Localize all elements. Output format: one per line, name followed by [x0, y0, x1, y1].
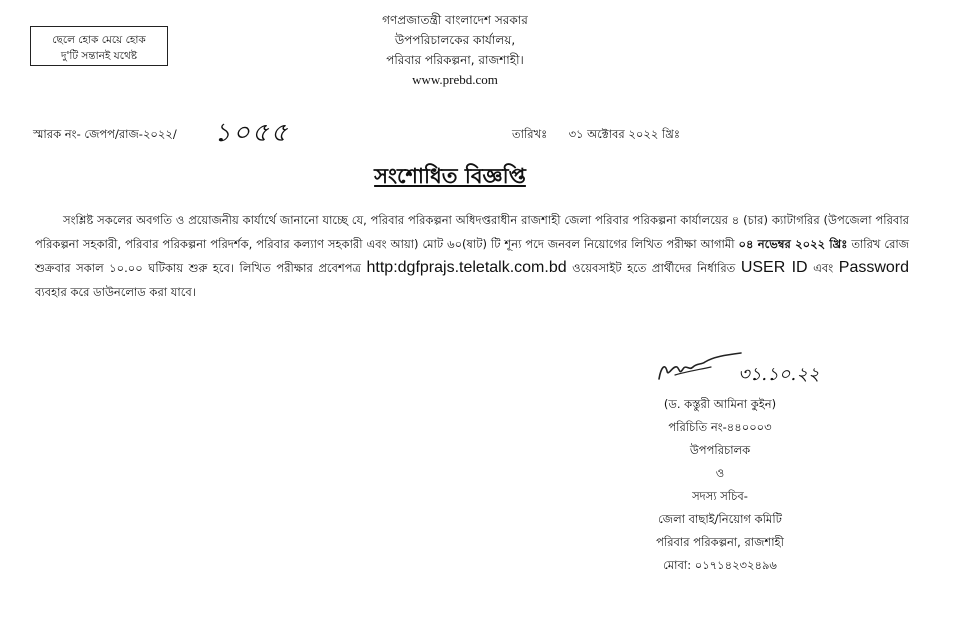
signatory-office: পরিবার পরিকল্পনা, রাজশাহী [656, 535, 784, 549]
body-text-part-1: সংশ্লিষ্ট সকলের অবগতি ও প্রয়োজনীয় কার্যার্থে জানানো যাচ্ছে যে, পরিবার পরিকল্পনা অধিদপ্তরাধীন রাজশাহী জেলা পরিবার পরিকল্পনা কার্যালয়ের ৪ (চার) ক্যাটাগরির (উপজেলা পরিবার পরিকল্পনা সহকারী, পরিবার পরিকল্পনা পরিদর্শক, পরিবার কল্যাণ সহকারী এবং আয়া) মোট ৬০(ষাট) টি শূন্য পদে জনবল নিয়োগের লিখিত পরীক্ষা আগামী [35, 213, 909, 251]
notice-title: সংশোধিত বিজ্ঞপ্তি [374, 164, 526, 188]
admit-card-url-link[interactable]: http:dgfprajs.teletalk.com.bd [366, 259, 567, 276]
password-text: Password [838, 259, 910, 276]
memo-label: স্মারক নং- জেপপ/রাজ-২০২২/ [33, 127, 177, 141]
body-text-part-4: এবং [813, 261, 834, 275]
signatory-committee: জেলা বাছাই/নিয়োগ কমিটি [658, 512, 782, 526]
exam-date: ০৪ নভেম্বর ২০২২ খ্রিঃ [738, 237, 848, 251]
signature-date: ৩১.১০.২২ [738, 364, 820, 385]
body-text-part-2: তারিখ রোজ শুক্রবার সকাল ১০.০০ ঘটিকায় শুরু হবে। লিখিত পরীক্ষার প্রবেশপত্র [35, 237, 910, 275]
signatory-and: ও [715, 466, 725, 480]
date-label: তারিখঃ [512, 127, 548, 141]
body-text-part-5: ব্যবহার করে ডাউনলোড করা যাবে। [35, 285, 196, 299]
signatory-id: পরিচিতি নং-৪৪০০০৩ [668, 420, 772, 434]
header-department: পরিবার পরিকল্পনা, রাজশাহী। [386, 53, 524, 67]
signatory-name: (ড. কস্তুরী আমিনা কুইন) [663, 397, 777, 411]
signatory-block [620, 393, 820, 577]
body-text-part-3: ওয়েবসাইট হতে প্রার্থীদের নির্ধারিত [572, 261, 736, 275]
header-website-link[interactable]: www.prebd.com [412, 72, 498, 87]
notice-body [35, 208, 909, 304]
date-value: ৩১ অক্টোবর ২০২২ খ্রিঃ [568, 127, 680, 141]
slogan-box [30, 26, 168, 66]
signatory-designation: উপপরিচালক [689, 443, 751, 457]
header-office: উপপরিচালকের কার্যালয়, [394, 33, 516, 47]
header-government: গণপ্রজাতন্ত্রী বাংলাদেশ সরকার [382, 13, 528, 27]
date-line [512, 126, 680, 145]
office-header [330, 10, 580, 90]
slogan-line-2: দু'টি সন্তানই যথেষ্ট [60, 50, 138, 62]
signature-scribble [655, 345, 745, 385]
memo-number-handwritten: ১০৫৫ [214, 118, 290, 148]
user-id-text: USER ID [740, 259, 808, 276]
signatory-role: সদস্য সচিব- [692, 489, 748, 503]
slogan-line-1: ছেলে হোক মেয়ে হোক [52, 34, 146, 46]
signatory-mobile: মোবা: ০১৭১৪২৩২৪৯৬ [663, 558, 777, 572]
